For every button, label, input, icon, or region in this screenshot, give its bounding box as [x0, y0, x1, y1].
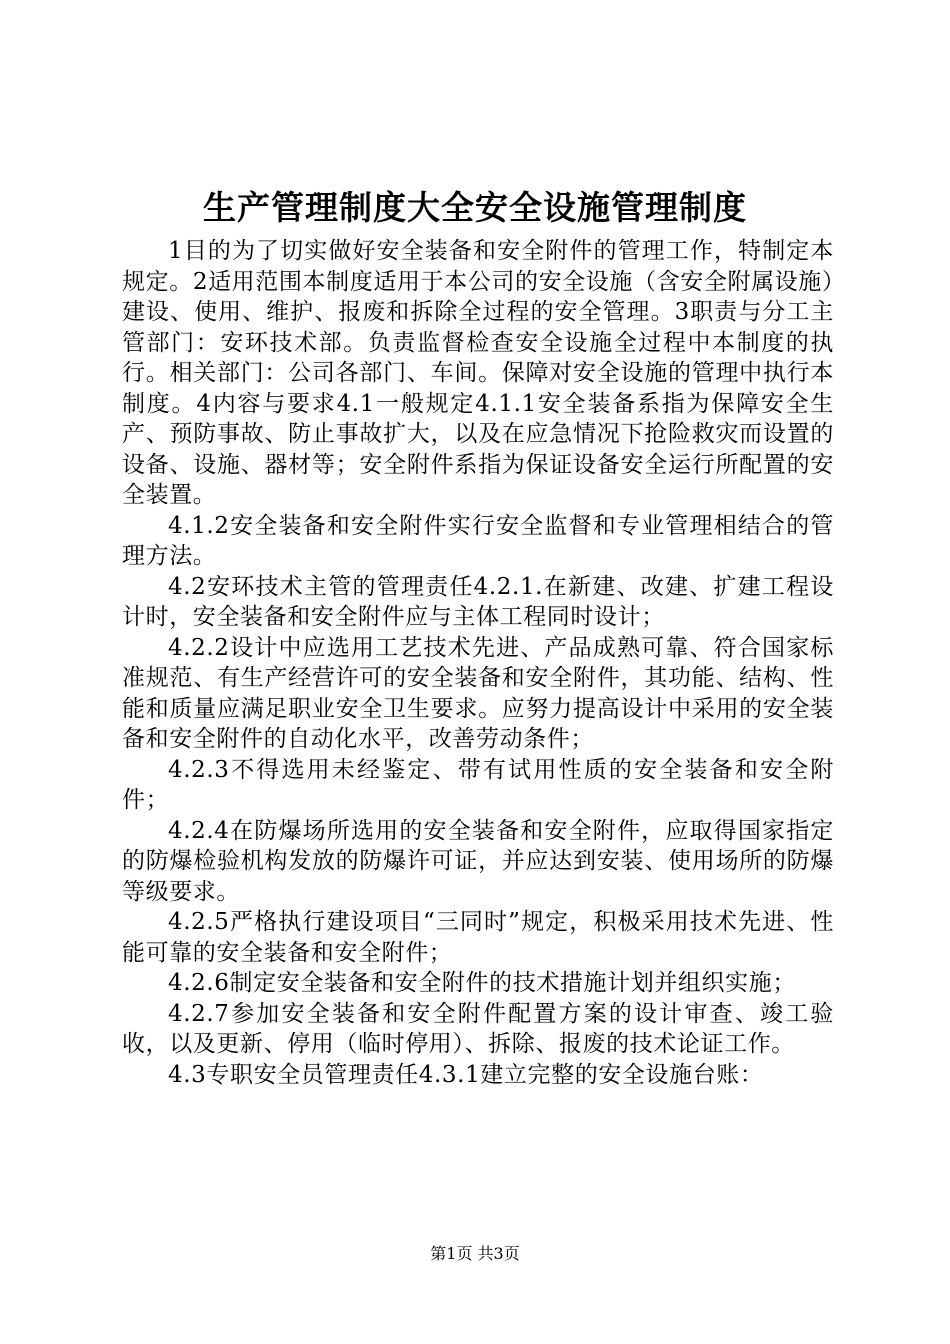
paragraph: 4.2.3不得选用未经鉴定、带有试用性质的安全装备和安全附件； [122, 756, 834, 813]
paragraph: 4.2.4在防爆场所选用的安全装备和安全附件，应取得国家指定的防爆检验机构发放的防爆许可证，并应达到安装、使用场所的防爆等级要求。 [122, 817, 834, 905]
page-footer: 第1页 共3页 [430, 1244, 520, 1263]
document-title: 生产管理制度大全安全设施管理制度 [203, 188, 747, 227]
paragraph: 4.2.6制定安全装备和安全附件的技术措施计划并组织实施； [168, 970, 796, 996]
document-body [122, 236, 834, 1090]
paragraph: 1目的为了切实做好安全装备和安全附件的管理工作，特制定本规定。2适用范围本制度适用于本公司的安全设施（含安全附属设施）建设、使用、维护、报废和拆除全过程的安全管理。3职责与分工主管部门：安环技术部。负责监督检查安全设施全过程中本制度的执行。相关部门：公司各部门、车间。保障对安全设施的管理中执行本制度。4内容与要求4.1一般规定4.1.1安全装备系指为保障安全生产、预防事故、防止事故扩大，以及在应急情况下抢险救灾而设置的设备、设施、器材等；安全附件系指为保证设备安全运行所配置的安全装置。 [122, 238, 834, 508]
paragraph: 4.2.2设计中应选用工艺技术先进、产品成熟可靠、符合国家标准规范、有生产经营许可的安全装备和安全附件，其功能、结构、性能和质量应满足职业安全卫生要求。应努力提高设计中采用的安全装备和安全附件的自动化水平，改善劳动条件； [122, 634, 834, 752]
paragraph: 4.2.5严格执行建设项目“三同时”规定，积极采用技术先进、性能可靠的安全装备和安全附件； [122, 909, 834, 966]
paragraph: 4.3专职安全员管理责任4.3.1建立完整的安全设施台账： [168, 1061, 764, 1088]
paragraph: 4.1.2安全装备和安全附件实行安全监督和专业管理相结合的管理方法。 [122, 512, 834, 569]
paragraph: 4.2安环技术主管的管理责任4.2.1.在新建、改建、扩建工程设计时，安全装备和安全附件应与主体工程同时设计； [122, 573, 834, 630]
paragraph: 4.2.7参加安全装备和安全附件配置方案的设计审查、竣工验收，以及更新、停用（临时停用）、拆除、报废的技术论证工作。 [122, 1000, 834, 1057]
